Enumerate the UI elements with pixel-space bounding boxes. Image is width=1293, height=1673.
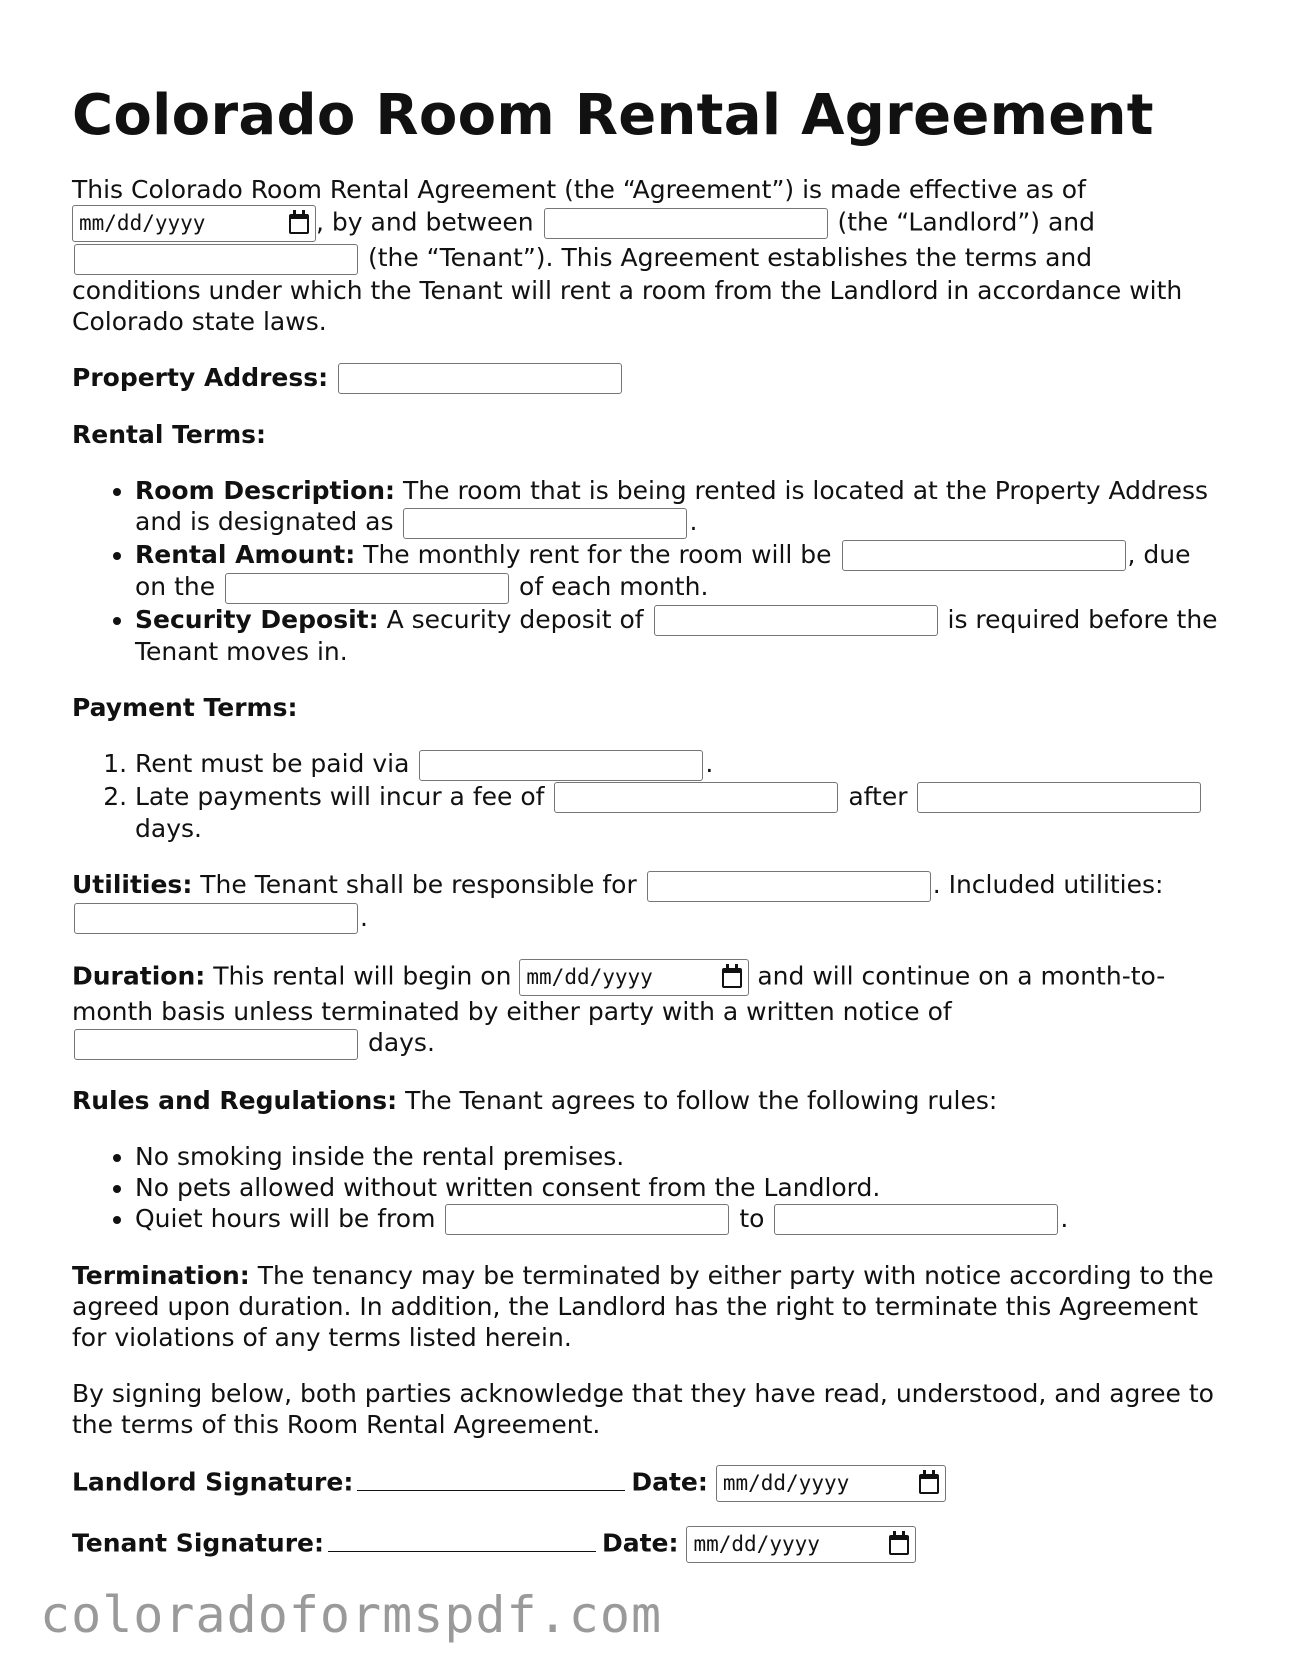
- landlord-signature-line[interactable]: [357, 1466, 625, 1491]
- landlord-date-input[interactable]: [716, 1465, 946, 1502]
- tenant-signature-row: [72, 1526, 1222, 1563]
- tenant-signature-label: Tenant Signature:: [72, 1528, 324, 1558]
- landlord-signature-row: [72, 1465, 1222, 1502]
- property-address-label: Property Address:: [72, 362, 329, 392]
- security-deposit-input[interactable]: [654, 605, 938, 636]
- late-fee-text-2: after: [848, 781, 908, 811]
- date-placeholder: mm/dd/yyyy: [79, 211, 206, 235]
- page-title: Colorado Room Rental Agreement: [72, 83, 1154, 148]
- due-day-input[interactable]: [225, 573, 509, 604]
- list-item: [135, 781, 1222, 845]
- duration-text-3: days.: [367, 1028, 435, 1057]
- utilities-text-1: The Tenant shall be responsible for: [200, 870, 637, 899]
- intro-text-4: (the “Tenant”). This Agreement establishes the terms and conditions under which the Tenant will rent a room from the Landlord in accordance with Colorado state laws.: [72, 243, 1183, 336]
- late-days-input[interactable]: [917, 782, 1201, 813]
- tenant-date-label: Date:: [601, 1528, 679, 1558]
- rental-terms-list: [72, 475, 1222, 667]
- quiet-hours-text-2: to: [739, 1203, 765, 1233]
- list-item: • Quiet hours will be from to .: [135, 1203, 1222, 1236]
- security-deposit-label: Security Deposit:: [135, 604, 379, 634]
- late-fee-text-3: days.: [135, 814, 202, 843]
- intro-paragraph: [72, 174, 1222, 337]
- list-item: 1. Rent must be paid via .: [135, 748, 1222, 781]
- rental-amount-text-3: of each month.: [519, 572, 709, 601]
- payment-terms-heading-text: Payment Terms:: [72, 693, 298, 722]
- termination-label: Termination:: [72, 1261, 250, 1290]
- notice-days-input[interactable]: [74, 1029, 358, 1060]
- rental-amount-text-2: , due on the: [135, 539, 1191, 601]
- calendar-icon[interactable]: [289, 214, 309, 234]
- monthly-rent-input[interactable]: [842, 540, 1126, 571]
- termination-text: The tenancy may be terminated by either party with notice according to the agreed upon duration. In addition, the Landlord has the right to terminate this Agreement for violations of any terms listed herein.: [72, 1261, 1214, 1352]
- list-item: [135, 539, 1222, 604]
- room-description-text: The room that is being rented is located at the Property Address and is designated as: [135, 476, 1209, 536]
- property-address-row: [72, 362, 1222, 395]
- intro-text-1: This Colorado Room Rental Agreement (the “Agreement”) is made effective as of: [72, 175, 1086, 204]
- calendar-icon[interactable]: [919, 1474, 939, 1494]
- payment-terms-list: [72, 748, 1222, 844]
- acknowledgement-paragraph: By signing below, both parties acknowledge that they have read, understood, and agree to the terms of this Room Rental Agreement.: [72, 1379, 1214, 1439]
- quiet-hours-start-input[interactable]: [445, 1204, 729, 1235]
- list-item: • No pets allowed without written consent from the Landlord.: [135, 1172, 1222, 1203]
- duration-label: Duration:: [72, 961, 206, 991]
- tenant-utilities-input[interactable]: [647, 871, 931, 902]
- landlord-name-input[interactable]: [544, 208, 828, 239]
- payment-terms-heading: [72, 692, 1222, 723]
- utilities-label: Utilities:: [72, 870, 193, 899]
- calendar-icon[interactable]: [889, 1535, 909, 1555]
- list-item: [135, 604, 1222, 668]
- rules-label: Rules and Regulations:: [72, 1085, 398, 1115]
- effective-date-input[interactable]: [72, 205, 316, 242]
- calendar-icon[interactable]: [722, 968, 742, 988]
- room-designation-input[interactable]: [403, 508, 687, 539]
- rules-text: The Tenant agrees to follow the following rules:: [405, 1085, 998, 1115]
- quiet-hours-end-input[interactable]: [774, 1204, 1058, 1235]
- date-placeholder: mm/dd/yyyy: [693, 1532, 820, 1556]
- landlord-signature-label: Landlord Signature:: [72, 1467, 354, 1497]
- payment-method-input[interactable]: [419, 750, 703, 781]
- duration-text-1: This rental will begin on: [213, 961, 512, 991]
- list-item: • Room Description: The room that is being rented is located at the Property Address and is designated as .: [135, 475, 1222, 539]
- tenant-date-input[interactable]: [686, 1526, 916, 1563]
- rental-amount-text-1: The monthly rent for the room will be: [363, 539, 832, 569]
- termination-paragraph: [72, 1260, 1222, 1353]
- intro-text-2: , by and between: [316, 207, 534, 237]
- landlord-date-label: Date:: [631, 1467, 708, 1497]
- intro-text-3: (the “Landlord”) and: [837, 207, 1096, 237]
- payment-method-text: Rent must be paid via: [135, 749, 410, 778]
- rental-terms-heading-text: Rental Terms:: [72, 420, 267, 449]
- rental-amount-label: Rental Amount:: [135, 539, 356, 569]
- site-watermark: coloradoformspdf.com: [40, 1586, 663, 1644]
- tenant-signature-line[interactable]: [328, 1527, 596, 1552]
- late-fee-input[interactable]: [554, 782, 838, 813]
- room-description-label: Room Description:: [135, 476, 396, 505]
- rental-agreement-form: [72, 82, 1222, 1587]
- rules-paragraph: [72, 1085, 1222, 1116]
- list-item: • No smoking inside the rental premises.: [135, 1141, 1222, 1172]
- rules-list: [72, 1141, 1222, 1236]
- property-address-input[interactable]: [338, 363, 622, 394]
- security-deposit-text-2: is required before the Tenant moves in.: [135, 604, 1218, 666]
- included-utilities-input[interactable]: [74, 903, 358, 934]
- date-placeholder: mm/dd/yyyy: [722, 1471, 850, 1495]
- start-date-input[interactable]: [519, 959, 749, 996]
- late-fee-text-1: Late payments will incur a fee of: [135, 781, 545, 811]
- quiet-hours-text-1: Quiet hours will be from: [135, 1203, 436, 1233]
- security-deposit-text-1: A security deposit of: [386, 604, 644, 634]
- utilities-paragraph: Utilities: The Tenant shall be responsible for . Included utilities: .: [72, 869, 1222, 934]
- duration-text-2: and will continue on a month-to-month basis unless terminated by either party with a written notice of: [72, 961, 1166, 1026]
- date-placeholder: mm/dd/yyyy: [526, 965, 653, 989]
- tenant-name-input[interactable]: [74, 244, 358, 275]
- rental-terms-heading: [72, 419, 1222, 450]
- duration-paragraph: [72, 959, 1222, 1060]
- utilities-text-2: . Included utilities:: [932, 870, 1164, 899]
